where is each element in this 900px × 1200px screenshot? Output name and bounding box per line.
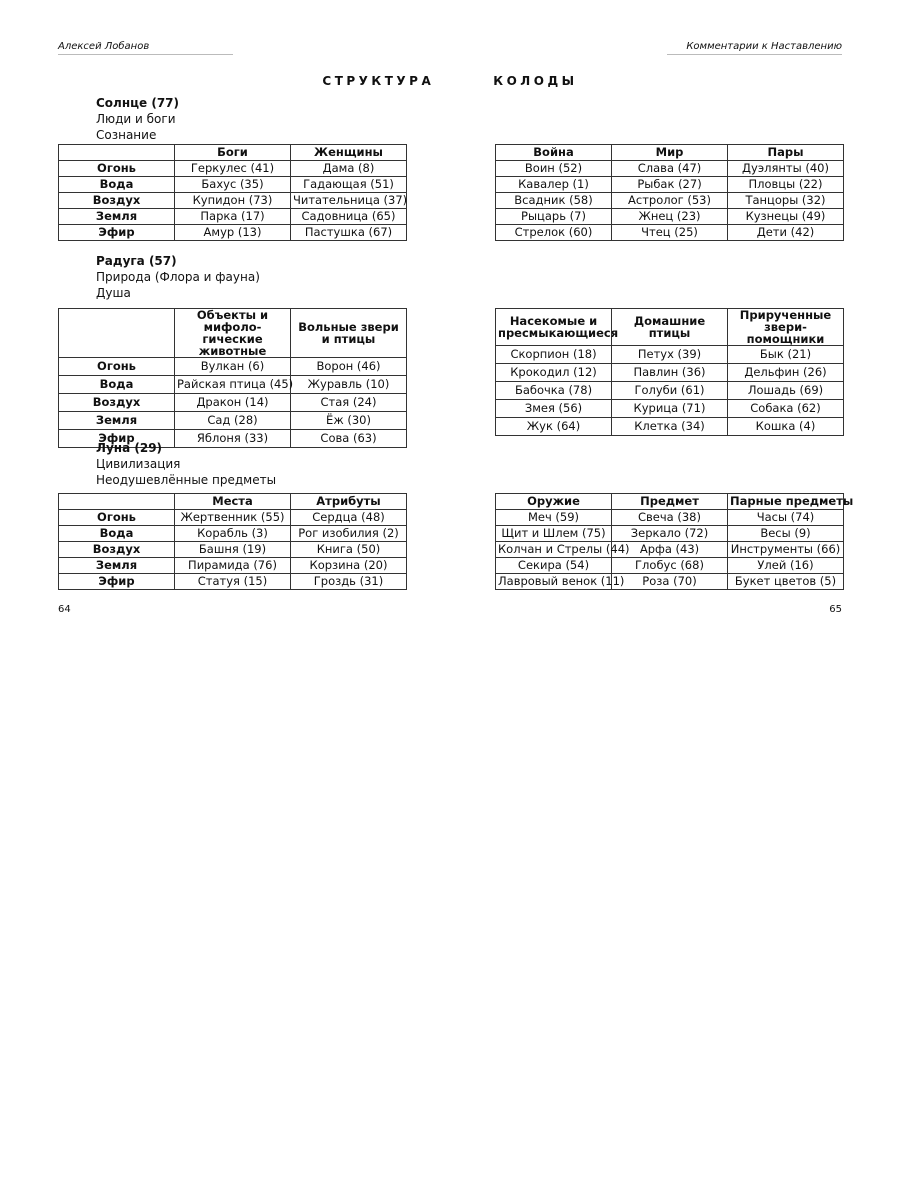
sun-table-left	[58, 144, 407, 241]
row-label: Вода	[59, 526, 175, 542]
table-cell: Дракон (14)	[175, 394, 291, 412]
table-cell: Слава (47)	[612, 161, 728, 177]
row-label: Эфир	[59, 225, 175, 241]
table-cell: Курица (71)	[612, 400, 728, 418]
column-header: Парные предметы	[728, 494, 844, 510]
table-cell: Улей (16)	[728, 558, 844, 574]
table-cell: Чтец (25)	[612, 225, 728, 241]
corner-cell	[59, 494, 175, 510]
row-label: Эфир	[59, 574, 175, 590]
table-cell: Гроздь (31)	[291, 574, 407, 590]
table-cell: Гадающая (51)	[291, 177, 407, 193]
row-label: Воздух	[59, 542, 175, 558]
table-cell: Воин (52)	[496, 161, 612, 177]
row-label: Земля	[59, 209, 175, 225]
table-cell: Весы (9)	[728, 526, 844, 542]
table-cell: Лавровый венок (11)	[496, 574, 612, 590]
section-subtitle-2: Сознание	[96, 128, 157, 142]
column-header: Домашние птицы	[612, 309, 728, 346]
table-cell: Райская птица (45)	[175, 376, 291, 394]
table-cell: Пирамида (76)	[175, 558, 291, 574]
page-number-left: 64	[58, 604, 71, 615]
table-cell: Меч (59)	[496, 510, 612, 526]
rainbow-table-right	[495, 308, 844, 436]
table-cell: Скорпион (18)	[496, 346, 612, 364]
row-label: Земля	[59, 558, 175, 574]
table-cell: Жук (64)	[496, 418, 612, 436]
table-cell: Амур (13)	[175, 225, 291, 241]
table-cell: Арфа (43)	[612, 542, 728, 558]
row-label: Воздух	[59, 394, 175, 412]
table-cell: Клетка (34)	[612, 418, 728, 436]
section-name: Радуга (57)	[96, 254, 177, 268]
table-cell: Петух (39)	[612, 346, 728, 364]
column-header: Пары	[728, 145, 844, 161]
row-label: Огонь	[59, 510, 175, 526]
table-cell: Кузнецы (49)	[728, 209, 844, 225]
table-cell: Дуэлянты (40)	[728, 161, 844, 177]
table-cell: Танцоры (32)	[728, 193, 844, 209]
section-subtitle: Природа (Флора и фауна)	[96, 270, 260, 284]
table-cell: Кошка (4)	[728, 418, 844, 436]
table-cell: Сердца (48)	[291, 510, 407, 526]
table-cell: Пастушка (67)	[291, 225, 407, 241]
table-cell: Жертвенник (55)	[175, 510, 291, 526]
table-cell: Свеча (38)	[612, 510, 728, 526]
row-label: Огонь	[59, 161, 175, 177]
column-header: Боги	[175, 145, 291, 161]
running-header-book: Комментарии к Наставлению	[686, 41, 842, 52]
moon-table-left	[58, 493, 407, 590]
table-cell: Колчан и Стрелы (44)	[496, 542, 612, 558]
table-cell: Журавль (10)	[291, 376, 407, 394]
table-cell: Статуя (15)	[175, 574, 291, 590]
sun-table-right	[495, 144, 844, 241]
table-cell: Часы (74)	[728, 510, 844, 526]
row-label: Эфир	[59, 430, 175, 448]
table-cell: Рог изобилия (2)	[291, 526, 407, 542]
row-label: Воздух	[59, 193, 175, 209]
table-cell: Геркулес (41)	[175, 161, 291, 177]
table-cell: Корабль (3)	[175, 526, 291, 542]
row-label: Земля	[59, 412, 175, 430]
table-cell: Яблоня (33)	[175, 430, 291, 448]
column-header: Предмет	[612, 494, 728, 510]
table-cell: Астролог (53)	[612, 193, 728, 209]
table-cell: Бахус (35)	[175, 177, 291, 193]
section-moon-heading	[96, 440, 276, 488]
table-cell: Роза (70)	[612, 574, 728, 590]
table-cell: Глобус (68)	[612, 558, 728, 574]
table-cell: Пловцы (22)	[728, 177, 844, 193]
table-cell: Змея (56)	[496, 400, 612, 418]
section-name: Луна (29)	[96, 441, 163, 455]
table-cell: Жнец (23)	[612, 209, 728, 225]
header-rule-left	[58, 54, 233, 55]
table-cell: Ворон (46)	[291, 358, 407, 376]
column-header: Мир	[612, 145, 728, 161]
column-header: Женщины	[291, 145, 407, 161]
section-name: Солнце (77)	[96, 96, 180, 110]
table-cell: Бык (21)	[728, 346, 844, 364]
section-subtitle: Цивилизация	[96, 457, 181, 471]
row-label: Вода	[59, 177, 175, 193]
moon-table-right	[495, 493, 854, 590]
corner-cell	[59, 145, 175, 161]
page-number-right: 65	[829, 604, 842, 615]
column-header: Объекты и мифоло-гические животные	[175, 309, 291, 358]
column-header: Насекомые и пресмыкающиеся	[496, 309, 612, 346]
column-header: Война	[496, 145, 612, 161]
corner-cell	[59, 309, 175, 358]
table-cell: Лошадь (69)	[728, 382, 844, 400]
table-cell: Секира (54)	[496, 558, 612, 574]
table-cell: Ёж (30)	[291, 412, 407, 430]
table-cell: Парка (17)	[175, 209, 291, 225]
table-cell: Зеркало (72)	[612, 526, 728, 542]
row-label: Вода	[59, 376, 175, 394]
section-subtitle-2: Неодушевлённые предметы	[96, 473, 277, 487]
table-cell: Стая (24)	[291, 394, 407, 412]
table-cell: Щит и Шлем (75)	[496, 526, 612, 542]
section-sun-heading	[96, 95, 179, 143]
table-cell: Букет цветов (5)	[728, 574, 844, 590]
table-cell: Купидон (73)	[175, 193, 291, 209]
table-cell: Стрелок (60)	[496, 225, 612, 241]
table-cell: Дама (8)	[291, 161, 407, 177]
section-rainbow-heading	[96, 253, 260, 301]
column-header: Вольные звери и птицы	[291, 309, 407, 358]
table-cell: Рыбак (27)	[612, 177, 728, 193]
table-cell: Дети (42)	[728, 225, 844, 241]
section-subtitle-2: Душа	[96, 286, 131, 300]
rainbow-table-left	[58, 308, 407, 448]
column-header: Атрибуты	[291, 494, 407, 510]
table-cell: Крокодил (12)	[496, 364, 612, 382]
column-header: Прирученные звери-помощники	[728, 309, 844, 346]
table-cell: Всадник (58)	[496, 193, 612, 209]
section-subtitle: Люди и боги	[96, 112, 176, 126]
table-cell: Голуби (61)	[612, 382, 728, 400]
header-rule-right	[667, 54, 842, 55]
table-cell: Дельфин (26)	[728, 364, 844, 382]
table-cell: Сад (28)	[175, 412, 291, 430]
table-cell: Башня (19)	[175, 542, 291, 558]
table-cell: Вулкан (6)	[175, 358, 291, 376]
table-cell: Сова (63)	[291, 430, 407, 448]
table-cell: Бабочка (78)	[496, 382, 612, 400]
table-cell: Читательница (37)	[291, 193, 407, 209]
table-cell: Павлин (36)	[612, 364, 728, 382]
row-label: Огонь	[59, 358, 175, 376]
table-cell: Инструменты (66)	[728, 542, 844, 558]
table-cell: Собака (62)	[728, 400, 844, 418]
column-header: Места	[175, 494, 291, 510]
table-cell: Корзина (20)	[291, 558, 407, 574]
page-title: СТРУКТУРА КОЛОДЫ	[322, 74, 578, 88]
column-header: Оружие	[496, 494, 612, 510]
table-cell: Кавалер (1)	[496, 177, 612, 193]
table-cell: Книга (50)	[291, 542, 407, 558]
table-cell: Садовница (65)	[291, 209, 407, 225]
running-header-author: Алексей Лобанов	[58, 41, 150, 52]
table-cell: Рыцарь (7)	[496, 209, 612, 225]
